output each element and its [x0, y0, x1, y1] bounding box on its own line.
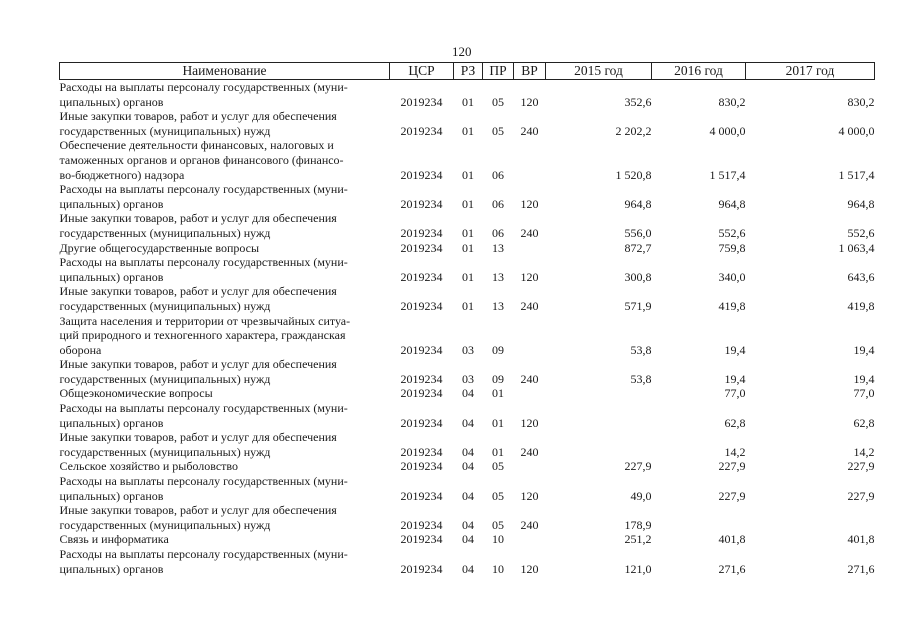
header-name: Наименование — [60, 63, 390, 80]
cell-y2015: 964,8 — [624, 196, 652, 211]
cell-vr: 120 — [520, 488, 539, 503]
cell-y2017: 1 063,4 — [838, 240, 875, 255]
table-row — [60, 532, 875, 547]
cell-y2016: 4 000,0 — [709, 123, 746, 138]
cell-y2017: 643,6 — [847, 269, 875, 284]
cell-rz: 01 — [462, 123, 474, 138]
row-name — [60, 547, 390, 576]
table-row — [60, 401, 875, 430]
row-name-line: ципальных) органов — [59, 269, 164, 284]
row-name — [60, 459, 390, 474]
row-name-line: Защита населения и территории от чрезвычайных ситуа- — [59, 313, 351, 328]
cell-rz: 01 — [462, 298, 474, 313]
cell-y2015: 872,7 — [624, 240, 652, 255]
cell-y2017: 419,8 — [847, 298, 875, 313]
cell-pr: 13 — [492, 298, 504, 313]
cell-csr: 2019234 — [400, 444, 443, 459]
cell-pr: 05 — [492, 94, 504, 109]
cell-y2015 — [546, 386, 652, 401]
cell-y2016: 1 517,4 — [709, 167, 746, 182]
cell-rz: 04 — [462, 532, 474, 547]
cell-csr: 2019234 — [400, 532, 443, 547]
table-row — [60, 241, 875, 256]
table-row — [60, 80, 875, 110]
cell-y2016: 62,8 — [724, 415, 746, 430]
cell-csr: 2019234 — [400, 269, 443, 284]
header-2017: 2017 год — [746, 63, 875, 80]
row-name-line: Сельское хозяйство и рыболовство — [59, 459, 239, 474]
cell-y2015: 53,8 — [630, 342, 652, 357]
table-row — [60, 211, 875, 240]
table-body — [60, 80, 875, 577]
cell-y2017: 62,8 — [853, 415, 875, 430]
cell-y2016 — [652, 503, 746, 532]
cell-y2015 — [546, 401, 652, 430]
row-name — [60, 314, 390, 358]
cell-csr: 2019234 — [400, 240, 443, 255]
table-row — [60, 182, 875, 211]
row-name-line: Связь и информатика — [59, 532, 169, 547]
cell-y2016: 14,2 — [724, 444, 746, 459]
cell-rz: 04 — [462, 415, 474, 430]
cell-csr: 2019234 — [400, 386, 443, 401]
row-name — [60, 357, 390, 386]
cell-csr: 2019234 — [400, 488, 443, 503]
row-name — [60, 211, 390, 240]
cell-y2015: 352,6 — [624, 94, 652, 109]
cell-rz: 01 — [462, 196, 474, 211]
cell-rz: 04 — [462, 561, 474, 576]
row-name-line: ципальных) органов — [59, 415, 164, 430]
cell-vr: 240 — [520, 444, 539, 459]
row-name-line: Иные закупки товаров, работ и услуг для обеспечения — [59, 211, 337, 226]
cell-vr — [514, 138, 546, 182]
table-row — [60, 547, 875, 576]
row-name-line: ципальных) органов — [59, 488, 164, 503]
cell-pr: 05 — [492, 123, 504, 138]
row-name-line: ций природного и техногенного характера, гражданская — [59, 328, 346, 343]
row-name-line: Иные закупки товаров, работ и услуг для обеспечения — [59, 109, 337, 124]
row-name-line: государственных (муниципальных) нужд — [59, 444, 271, 459]
cell-vr: 120 — [520, 94, 539, 109]
cell-rz: 04 — [462, 517, 474, 532]
cell-y2015: 300,8 — [624, 269, 652, 284]
row-name — [60, 532, 390, 547]
row-name — [60, 138, 390, 182]
cell-vr — [514, 459, 546, 474]
row-name-line: таможенных органов и органов финансового (финансо- — [59, 152, 344, 167]
row-name-line: Расходы на выплаты персоналу государственных (муни- — [59, 255, 348, 270]
row-name-line: Общеэкономические вопросы — [59, 386, 213, 401]
row-name-line: оборона — [59, 342, 102, 357]
cell-pr: 06 — [492, 167, 504, 182]
cell-vr: 120 — [520, 196, 539, 211]
cell-vr — [514, 386, 546, 401]
row-name-line: Расходы на выплаты персоналу государственных (муни- — [59, 547, 348, 561]
cell-csr: 2019234 — [400, 415, 443, 430]
cell-vr: 120 — [520, 415, 539, 430]
cell-y2016: 19,4 — [724, 342, 746, 357]
cell-pr: 09 — [492, 342, 504, 357]
cell-y2016: 227,9 — [718, 459, 746, 474]
row-name-line: Расходы на выплаты персоналу государственных (муни- — [59, 182, 348, 197]
cell-csr: 2019234 — [400, 167, 443, 182]
header-2015: 2015 год — [546, 63, 652, 80]
cell-y2017: 14,2 — [853, 444, 875, 459]
cell-y2015: 571,9 — [624, 298, 652, 313]
row-name-line: Расходы на выплаты персоналу государственных (муни- — [59, 474, 348, 489]
cell-y2017: 227,9 — [847, 488, 875, 503]
cell-rz: 01 — [462, 94, 474, 109]
cell-pr: 09 — [492, 371, 504, 386]
table-row — [60, 357, 875, 386]
table-row — [60, 284, 875, 313]
row-name — [60, 386, 390, 401]
row-name — [60, 80, 390, 110]
header-2016: 2016 год — [652, 63, 746, 80]
row-name — [60, 430, 390, 459]
row-name-line: государственных (муниципальных) нужд — [59, 123, 271, 138]
cell-y2016: 77,0 — [724, 386, 746, 401]
cell-y2017: 552,6 — [847, 225, 875, 240]
cell-y2016: 19,4 — [724, 371, 746, 386]
row-name-line: Другие общегосударственные вопросы — [59, 240, 260, 255]
cell-y2016: 759,8 — [718, 240, 746, 255]
row-name — [60, 182, 390, 211]
cell-csr: 2019234 — [400, 196, 443, 211]
cell-rz: 03 — [462, 371, 474, 386]
cell-y2017 — [746, 503, 875, 532]
cell-csr: 2019234 — [400, 123, 443, 138]
cell-csr: 2019234 — [400, 517, 443, 532]
cell-pr: 06 — [492, 225, 504, 240]
cell-y2016: 419,8 — [718, 298, 746, 313]
row-name — [60, 401, 390, 430]
cell-pr: 01 — [492, 444, 504, 459]
cell-rz: 04 — [462, 488, 474, 503]
cell-y2017: 4 000,0 — [838, 123, 875, 138]
cell-pr: 01 — [492, 415, 504, 430]
header-pr: ПР — [483, 63, 514, 80]
cell-y2017: 19,4 — [853, 371, 875, 386]
cell-y2017: 19,4 — [853, 342, 875, 357]
table-row — [60, 459, 875, 474]
cell-y2015: 251,2 — [624, 532, 652, 547]
cell-vr — [514, 241, 546, 256]
table-row — [60, 503, 875, 532]
table-row — [60, 386, 875, 401]
cell-rz: 01 — [462, 167, 474, 182]
table-row — [60, 109, 875, 138]
cell-pr: 10 — [492, 532, 504, 547]
cell-pr: 06 — [492, 196, 504, 211]
cell-rz: 04 — [462, 444, 474, 459]
row-name — [60, 503, 390, 532]
cell-rz: 04 — [462, 459, 474, 474]
cell-y2016: 964,8 — [718, 196, 746, 211]
cell-csr: 2019234 — [400, 342, 443, 357]
cell-y2015: 53,8 — [630, 371, 652, 386]
cell-y2015: 49,0 — [630, 488, 652, 503]
cell-csr: 2019234 — [400, 459, 443, 474]
row-name-line: Иные закупки товаров, работ и услуг для обеспечения — [59, 357, 337, 372]
cell-pr: 13 — [492, 269, 504, 284]
cell-y2016: 401,8 — [718, 532, 746, 547]
cell-pr: 05 — [492, 488, 504, 503]
row-name-line: Обеспечение деятельности финансовых, налоговых и — [59, 138, 334, 153]
cell-rz: 01 — [462, 225, 474, 240]
table-row — [60, 430, 875, 459]
cell-y2017: 77,0 — [853, 386, 875, 401]
cell-y2016: 830,2 — [718, 94, 746, 109]
row-name — [60, 474, 390, 503]
cell-y2016: 271,6 — [718, 561, 746, 576]
cell-vr: 240 — [520, 123, 539, 138]
cell-y2017: 1 517,4 — [838, 167, 875, 182]
row-name-line: ципальных) органов — [59, 94, 164, 109]
cell-vr: 240 — [520, 517, 539, 532]
cell-csr: 2019234 — [400, 94, 443, 109]
row-name — [60, 284, 390, 313]
cell-y2015: 2 202,2 — [615, 123, 652, 138]
row-name-line: государственных (муниципальных) нужд — [59, 517, 271, 532]
cell-y2015: 178,9 — [624, 517, 652, 532]
cell-y2015: 227,9 — [624, 459, 652, 474]
cell-y2015: 556,0 — [624, 225, 652, 240]
cell-rz: 04 — [462, 386, 474, 401]
header-row — [60, 63, 875, 80]
cell-pr: 05 — [492, 517, 504, 532]
cell-y2017: 227,9 — [847, 459, 875, 474]
cell-vr — [514, 532, 546, 547]
cell-csr: 2019234 — [400, 298, 443, 313]
cell-y2016: 340,0 — [718, 269, 746, 284]
cell-vr: 240 — [520, 225, 539, 240]
row-name-line: Расходы на выплаты персоналу государственных (муни- — [59, 80, 348, 94]
budget-table — [59, 62, 875, 576]
row-name-line: Иные закупки товаров, работ и услуг для обеспечения — [59, 503, 337, 518]
row-name-line: государственных (муниципальных) нужд — [59, 298, 271, 313]
cell-y2016: 552,6 — [718, 225, 746, 240]
cell-pr: 05 — [492, 459, 504, 474]
cell-y2017: 271,6 — [847, 561, 875, 576]
row-name-line: Иные закупки товаров, работ и услуг для обеспечения — [59, 430, 337, 445]
cell-csr: 2019234 — [400, 371, 443, 386]
cell-pr: 13 — [492, 240, 504, 255]
page-number: 120 — [452, 44, 472, 59]
row-name-line: во-бюджетного) надзора — [59, 167, 185, 182]
cell-rz: 01 — [462, 240, 474, 255]
cell-vr: 240 — [520, 371, 539, 386]
row-name — [60, 241, 390, 256]
cell-y2015: 121,0 — [624, 561, 652, 576]
row-name-line: государственных (муниципальных) нужд — [59, 225, 271, 240]
cell-y2015 — [546, 430, 652, 459]
cell-vr: 240 — [520, 298, 539, 313]
cell-y2017: 964,8 — [847, 196, 875, 211]
cell-vr: 120 — [520, 269, 539, 284]
row-name-line: ципальных) органов — [59, 561, 164, 576]
table-row — [60, 255, 875, 284]
table-row — [60, 314, 875, 358]
cell-csr: 2019234 — [400, 225, 443, 240]
row-name — [60, 109, 390, 138]
row-name-line: государственных (муниципальных) нужд — [59, 371, 271, 386]
cell-pr: 10 — [492, 561, 504, 576]
row-name-line: ципальных) органов — [59, 196, 164, 211]
row-name-line: Расходы на выплаты персоналу государственных (муни- — [59, 401, 348, 416]
cell-y2016: 227,9 — [718, 488, 746, 503]
table-row — [60, 474, 875, 503]
cell-y2017: 401,8 — [847, 532, 875, 547]
row-name-line: Иные закупки товаров, работ и услуг для обеспечения — [59, 284, 337, 299]
cell-csr: 2019234 — [400, 561, 443, 576]
cell-rz: 03 — [462, 342, 474, 357]
header-rz: РЗ — [454, 63, 483, 80]
header-vr: ВР — [514, 63, 546, 80]
cell-vr: 120 — [520, 561, 539, 576]
cell-y2015: 1 520,8 — [615, 167, 652, 182]
cell-vr — [514, 314, 546, 358]
cell-pr: 01 — [492, 386, 504, 401]
header-csr: ЦСР — [390, 63, 454, 80]
cell-y2017: 830,2 — [847, 94, 875, 109]
table-row — [60, 138, 875, 182]
cell-rz: 01 — [462, 269, 474, 284]
row-name — [60, 255, 390, 284]
